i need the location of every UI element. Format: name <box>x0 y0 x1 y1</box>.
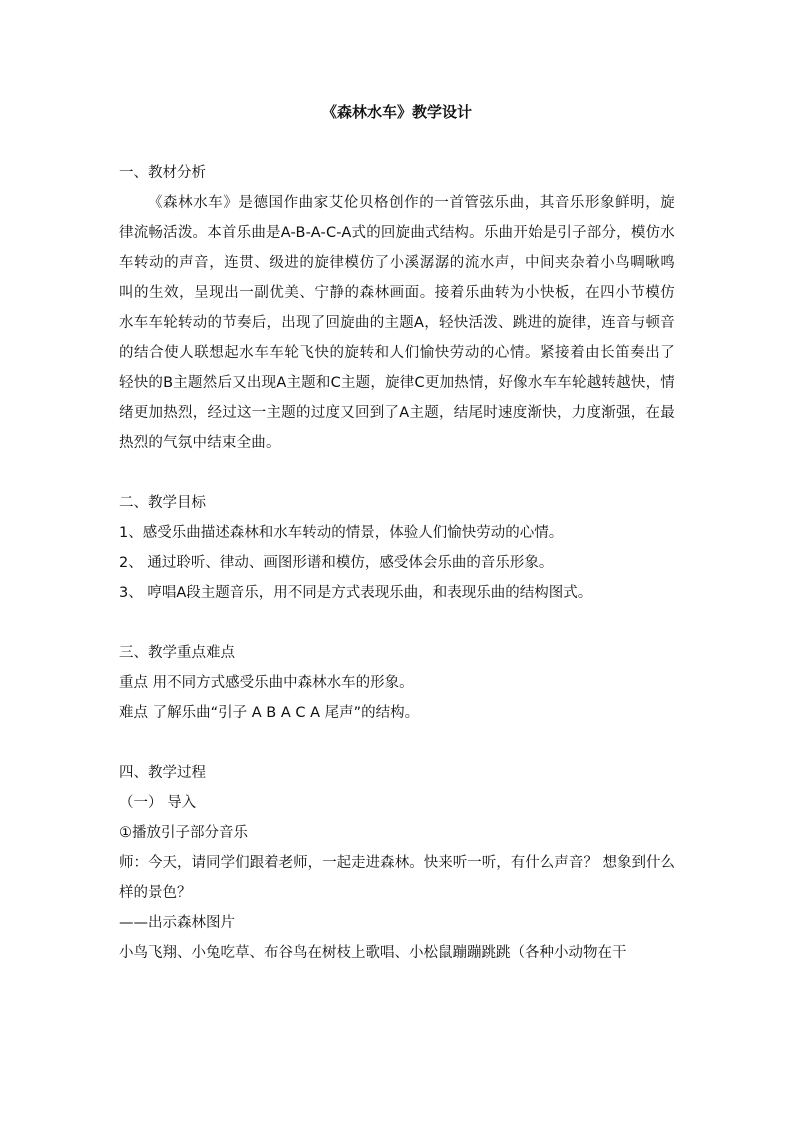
key-point-item: 难点 了解乐曲“引子 A B A C A 尾声”的结构。 <box>119 705 420 721</box>
teaching-goal-item: 2、 通过聆听、律动、画图形谱和模仿，感受体会乐曲的音乐形象。 <box>119 555 554 571</box>
animal-description: 小鸟飞翔、小兔吃草、布谷鸟在树枝上歌唱、小松鼠蹦蹦跳跳（各种小动物在干 <box>119 945 627 961</box>
section-gap <box>119 728 675 758</box>
teaching-goal-item: 1、感受乐曲描述森林和水车转动的情景，体验人们愉快劳动的心情。 <box>119 525 564 541</box>
section-heading-key-points: 三、教学重点难点 <box>119 645 235 661</box>
section-gap <box>119 458 675 488</box>
textbook-analysis-paragraph: 《森林水车》是德国作曲家艾伦贝格创作的一首管弦乐曲，其音乐形象鲜明，旋律流畅活泼。本首乐曲是A-B-A-C-A式的回旋曲式结构。乐曲开始是引子部分，模仿水车转动的声音，连贯、级进的旋律模仿了小溪潺潺的流水声，中间夹杂着小鸟啁啾鸣叫的生效，呈现出一副优美、宁静的森林画面。接着乐曲转为小快板，在四小节模仿水车车轮转动的节奏后，出现了回旋曲的主题A，轻快活泼、跳进的旋律，连音与顿音的结合使人联想起水车车轮飞快的旋转和人们愉快劳动的心情。紧接着由长笛奏出了轻快的B主题然后又出现A主题和C主题，旋律C更加热情，好像水车车轮越转越快，情绪更加热烈，经过这一主题的过度又回到了A主题，结尾时速度渐快，力度渐强，在最热烈的气氛中结束全曲。 <box>119 195 675 451</box>
section-heading-teaching-goals: 二、教学目标 <box>119 495 206 511</box>
document-body <box>119 97 675 968</box>
teaching-goal-item: 3、 哼唱A段主题音乐，用不同是方式表现乐曲，和表现乐曲的结构图式。 <box>119 585 593 601</box>
document-title: 《森林水车》教学设计 <box>321 103 472 121</box>
show-image-note: ——出示森林图片 <box>119 915 235 931</box>
section-heading-teaching-process: 四、教学过程 <box>119 765 206 781</box>
section-gap <box>119 608 675 638</box>
section-heading-textbook-analysis: 一、教材分析 <box>119 165 206 181</box>
teacher-dialogue: 师：今天，请同学们跟着老师，一起走进森林。快来听一听，有什么声音？ 想象到什么样的景色？ <box>119 855 675 901</box>
process-step: ①播放引子部分音乐 <box>119 825 248 841</box>
process-subheading: （一） 导入 <box>119 795 197 811</box>
key-point-item: 重点 用不同方式感受乐曲中森林水车的形象。 <box>119 675 414 691</box>
